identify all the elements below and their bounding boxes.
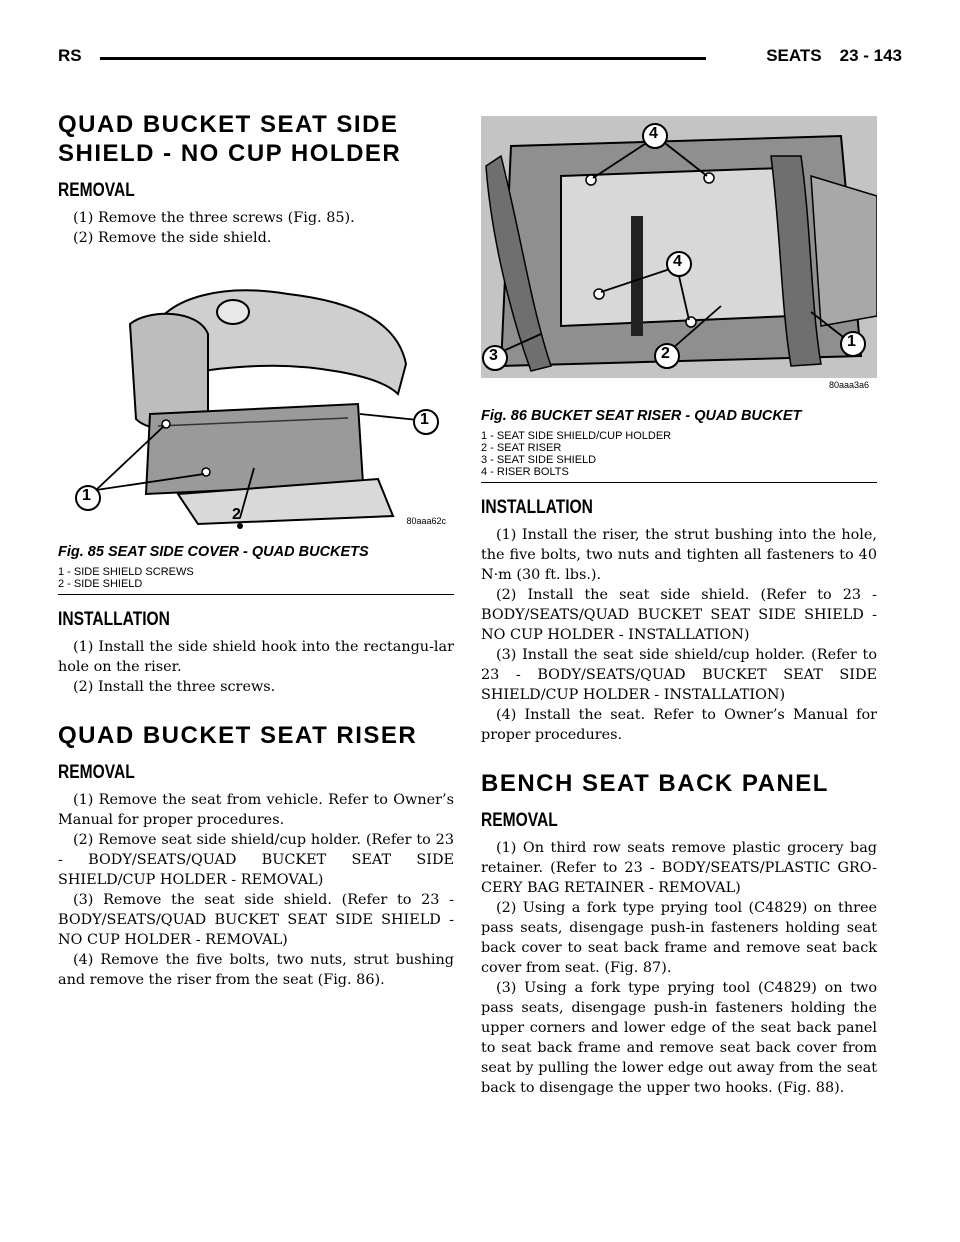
fig86-legend-1: 1 - SEAT SIDE SHIELD/CUP HOLDER — [481, 430, 672, 442]
header-rule — [100, 57, 706, 60]
fig85-caption: Fig. 85 SEAT SIDE COVER - QUAD BUCKETS — [58, 544, 369, 560]
riser-removal-step-1: (1) Remove the seat from vehicle. Refer to Owner’s Manual for proper procedures. — [58, 792, 454, 828]
fig86-callout-1: 1 — [847, 333, 856, 350]
fig85-legend — [58, 566, 454, 594]
header-page-number: 23 - 143 — [839, 46, 902, 65]
removal-heading: REMOVAL — [58, 180, 135, 201]
fig86-id: 80aaa3a6 — [828, 380, 869, 390]
section-title-seat-riser: QUAD BUCKET SEAT RISER — [58, 722, 418, 749]
riser-removal-step-3: (3) Remove the seat side shield. (Refer to 23 - BODY/SEATS/QUAD BUCKET SEAT SIDE SHIELD - NO CUP HOLDER - REMOVAL) — [58, 892, 454, 948]
fig85-legend-2: 2 - SIDE SHIELD — [58, 578, 143, 590]
seat-side-cover-illustration — [58, 254, 454, 532]
fig86-callout-4a: 4 — [649, 125, 658, 142]
fig86-legend — [481, 430, 877, 482]
install-step-1: (1) Install the side shield hook into the rectangu-lar hole on the riser. — [58, 639, 454, 675]
removal-step-1: (1) Remove the three screws (Fig. 85). — [73, 210, 355, 226]
fig86-callout-3: 3 — [489, 347, 498, 364]
removal-step-2: (2) Remove the side shield. — [73, 230, 272, 246]
bench-removal-step-3: (3) Using a fork type prying tool (C4829) on two pass seats, disengage push-in fasteners holding the upper corners and lower edge of the seat back panel to seat back frame and remove seat back cover from seat by pulling the lower edge out away from the seat back to disengage the upper two hooks. (Fig. 88). — [481, 980, 877, 1096]
riser-removal-step-4: (4) Remove the five bolts, two nuts, strut bushing and remove the riser from the seat (Fig. 86). — [58, 952, 454, 988]
riser-removal-step-2: (2) Remove seat side shield/cup holder. (Refer to 23 - BODY/SEATS/QUAD BUCKET SEAT SIDE SHIELD/CUP HOLDER - REMOVAL) — [58, 832, 454, 888]
fig85-id: 80aaa62c — [406, 516, 446, 526]
riser-install-step-1: (1) Install the riser, the strut bushing into the hole, the five bolts, two nuts and tighten all fasteners to 40 N·m (30 ft. lbs.). — [481, 527, 877, 583]
fig86-legend-4: 4 - RISER BOLTS — [481, 466, 569, 478]
installation-heading: INSTALLATION — [58, 609, 170, 630]
fig86-legend-3: 3 - SEAT SIDE SHIELD — [481, 454, 597, 466]
fig85-callout-1b: 1 — [420, 411, 429, 428]
left-column — [58, 110, 454, 990]
fig85-callout-2: 2 — [232, 506, 241, 523]
bench-removal-heading: REMOVAL — [481, 810, 558, 831]
header-section: SEATS — [766, 46, 822, 65]
fig86-callout-2: 2 — [661, 345, 670, 362]
riser-installation-heading: INSTALLATION — [481, 497, 593, 518]
figure-86 — [481, 116, 877, 483]
riser-removal-heading: REMOVAL — [58, 762, 135, 783]
page-header — [58, 46, 902, 74]
fig85-legend-1: 1 - SIDE SHIELD SCREWS — [58, 566, 194, 578]
header-right — [748, 46, 902, 66]
riser-install-step-2: (2) Install the seat side shield. (Refer to 23 - BODY/SEATS/QUAD BUCKET SEAT SIDE SHIELD - NO CUP HOLDER - INSTALLATION) — [481, 587, 877, 643]
bench-removal-step-1: (1) On third row seats remove plastic grocery bag retainer. (Refer to 23 - BODY/SEATS/PLASTIC GRO-CERY BAG RETAINER - REMOVAL) — [481, 840, 877, 896]
fig85-callout-1a: 1 — [82, 487, 91, 504]
riser-install-step-4: (4) Install the seat. Refer to Owner’s Manual for proper procedures. — [481, 707, 877, 743]
install-step-2: (2) Install the three screws. — [73, 679, 276, 695]
riser-install-step-3: (3) Install the seat side shield/cup holder. (Refer to 23 - BODY/SEATS/QUAD BUCKET SEAT SIDE SHIELD/CUP HOLDER - INSTALLATION) — [481, 647, 877, 703]
section-title-side-shield: QUAD BUCKET SEAT SIDE SHIELD - NO CUP HOLDER — [58, 111, 402, 167]
right-column — [481, 116, 877, 1098]
section-title-bench-seat-back: BENCH SEAT BACK PANEL — [481, 770, 829, 797]
fig86-legend-2: 2 - SEAT RISER — [481, 442, 562, 454]
header-left-code: RS — [58, 46, 82, 65]
fig86-caption: Fig. 86 BUCKET SEAT RISER - QUAD BUCKET — [481, 408, 802, 424]
fig86-callout-4b: 4 — [673, 253, 682, 270]
figure-85 — [58, 254, 454, 595]
bench-removal-step-2: (2) Using a fork type prying tool (C4829) on three pass seats, disengage push-in fasteners holding seat back cover to seat back frame and remove seat back cover from seat. (Fig. 87). — [481, 900, 877, 976]
